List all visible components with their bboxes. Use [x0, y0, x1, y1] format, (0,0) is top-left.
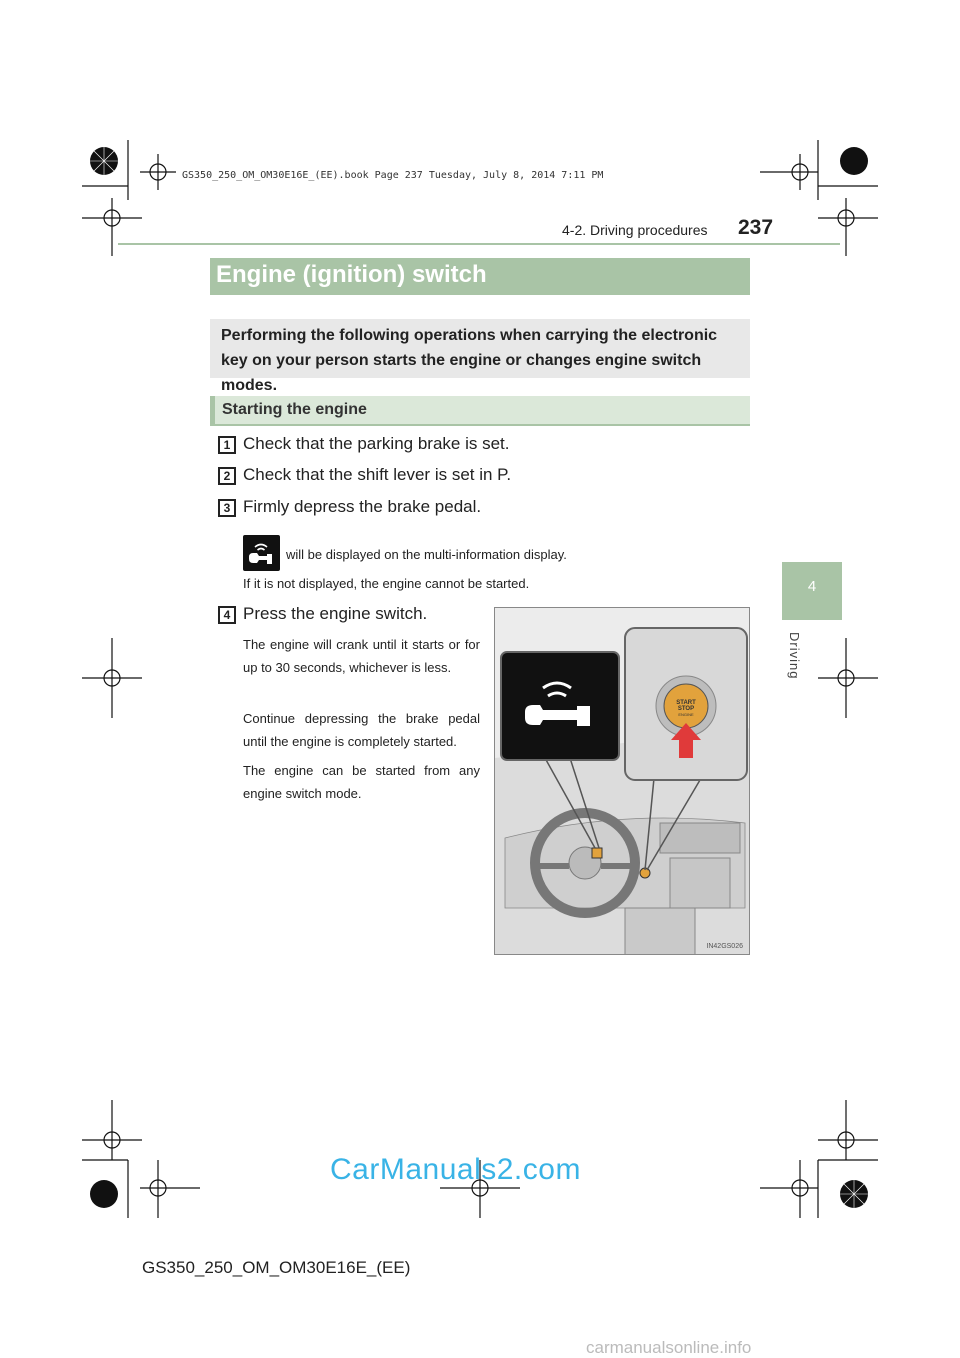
- step-text: Check that the parking brake is set.: [243, 434, 510, 453]
- dashboard-illustration: [494, 607, 750, 955]
- step4-paragraph: Continue depressing the brake pedal until the engine is completely started.: [243, 711, 480, 749]
- intro-text: Performing the following operations when carrying the electronic key on your person starts the engine or changes engine switch modes.: [221, 327, 718, 394]
- page-title: Engine (ignition) switch: [216, 261, 487, 288]
- step4-paragraph: The engine will crank until it starts or for up to 30 seconds, whichever is less.: [243, 637, 480, 675]
- step3-note: will be displayed on the multi-information display.: [286, 547, 567, 562]
- step-number: 1: [218, 436, 236, 454]
- header-rule: [118, 243, 840, 245]
- smart-key-indicator-icon: [243, 535, 280, 571]
- footer-code: GS350_250_OM_OM30E16E_(EE): [142, 1258, 411, 1277]
- step-number: 3: [218, 499, 236, 517]
- step4-paragraph: The engine can be started from any engine switch mode.: [243, 763, 480, 801]
- chapter-tab-label: Driving: [787, 632, 802, 680]
- button-label-engine: ENGINE: [678, 712, 694, 717]
- step-text: Firmly depress the brake pedal.: [243, 497, 482, 516]
- button-label-start: START: [676, 700, 696, 706]
- figure-code: IN42GS026: [706, 943, 743, 950]
- button-label-stop: STOP: [677, 706, 695, 712]
- step-text: Check that the shift lever is set in P.: [243, 465, 512, 484]
- page-number: 237: [738, 216, 774, 239]
- watermark-bottom: carmanualsonline.info: [586, 1338, 752, 1357]
- print-info: GS350_250_OM_OM30E16E_(EE).book Page 237 Tuesday, July 8, 2014 7:11 PM: [182, 170, 604, 181]
- watermark: CarManuals2.com: [330, 1153, 581, 1186]
- step3-warning: If it is not displayed, the engine cannot be started.: [243, 576, 530, 591]
- chapter-tab-number: 4: [807, 578, 817, 595]
- subtitle: Starting the engine: [222, 401, 367, 418]
- step-number: 2: [218, 467, 236, 485]
- step-number: 4: [218, 606, 236, 624]
- step-text: Press the engine switch.: [243, 604, 428, 623]
- section-heading: 4-2. Driving procedures: [562, 222, 708, 238]
